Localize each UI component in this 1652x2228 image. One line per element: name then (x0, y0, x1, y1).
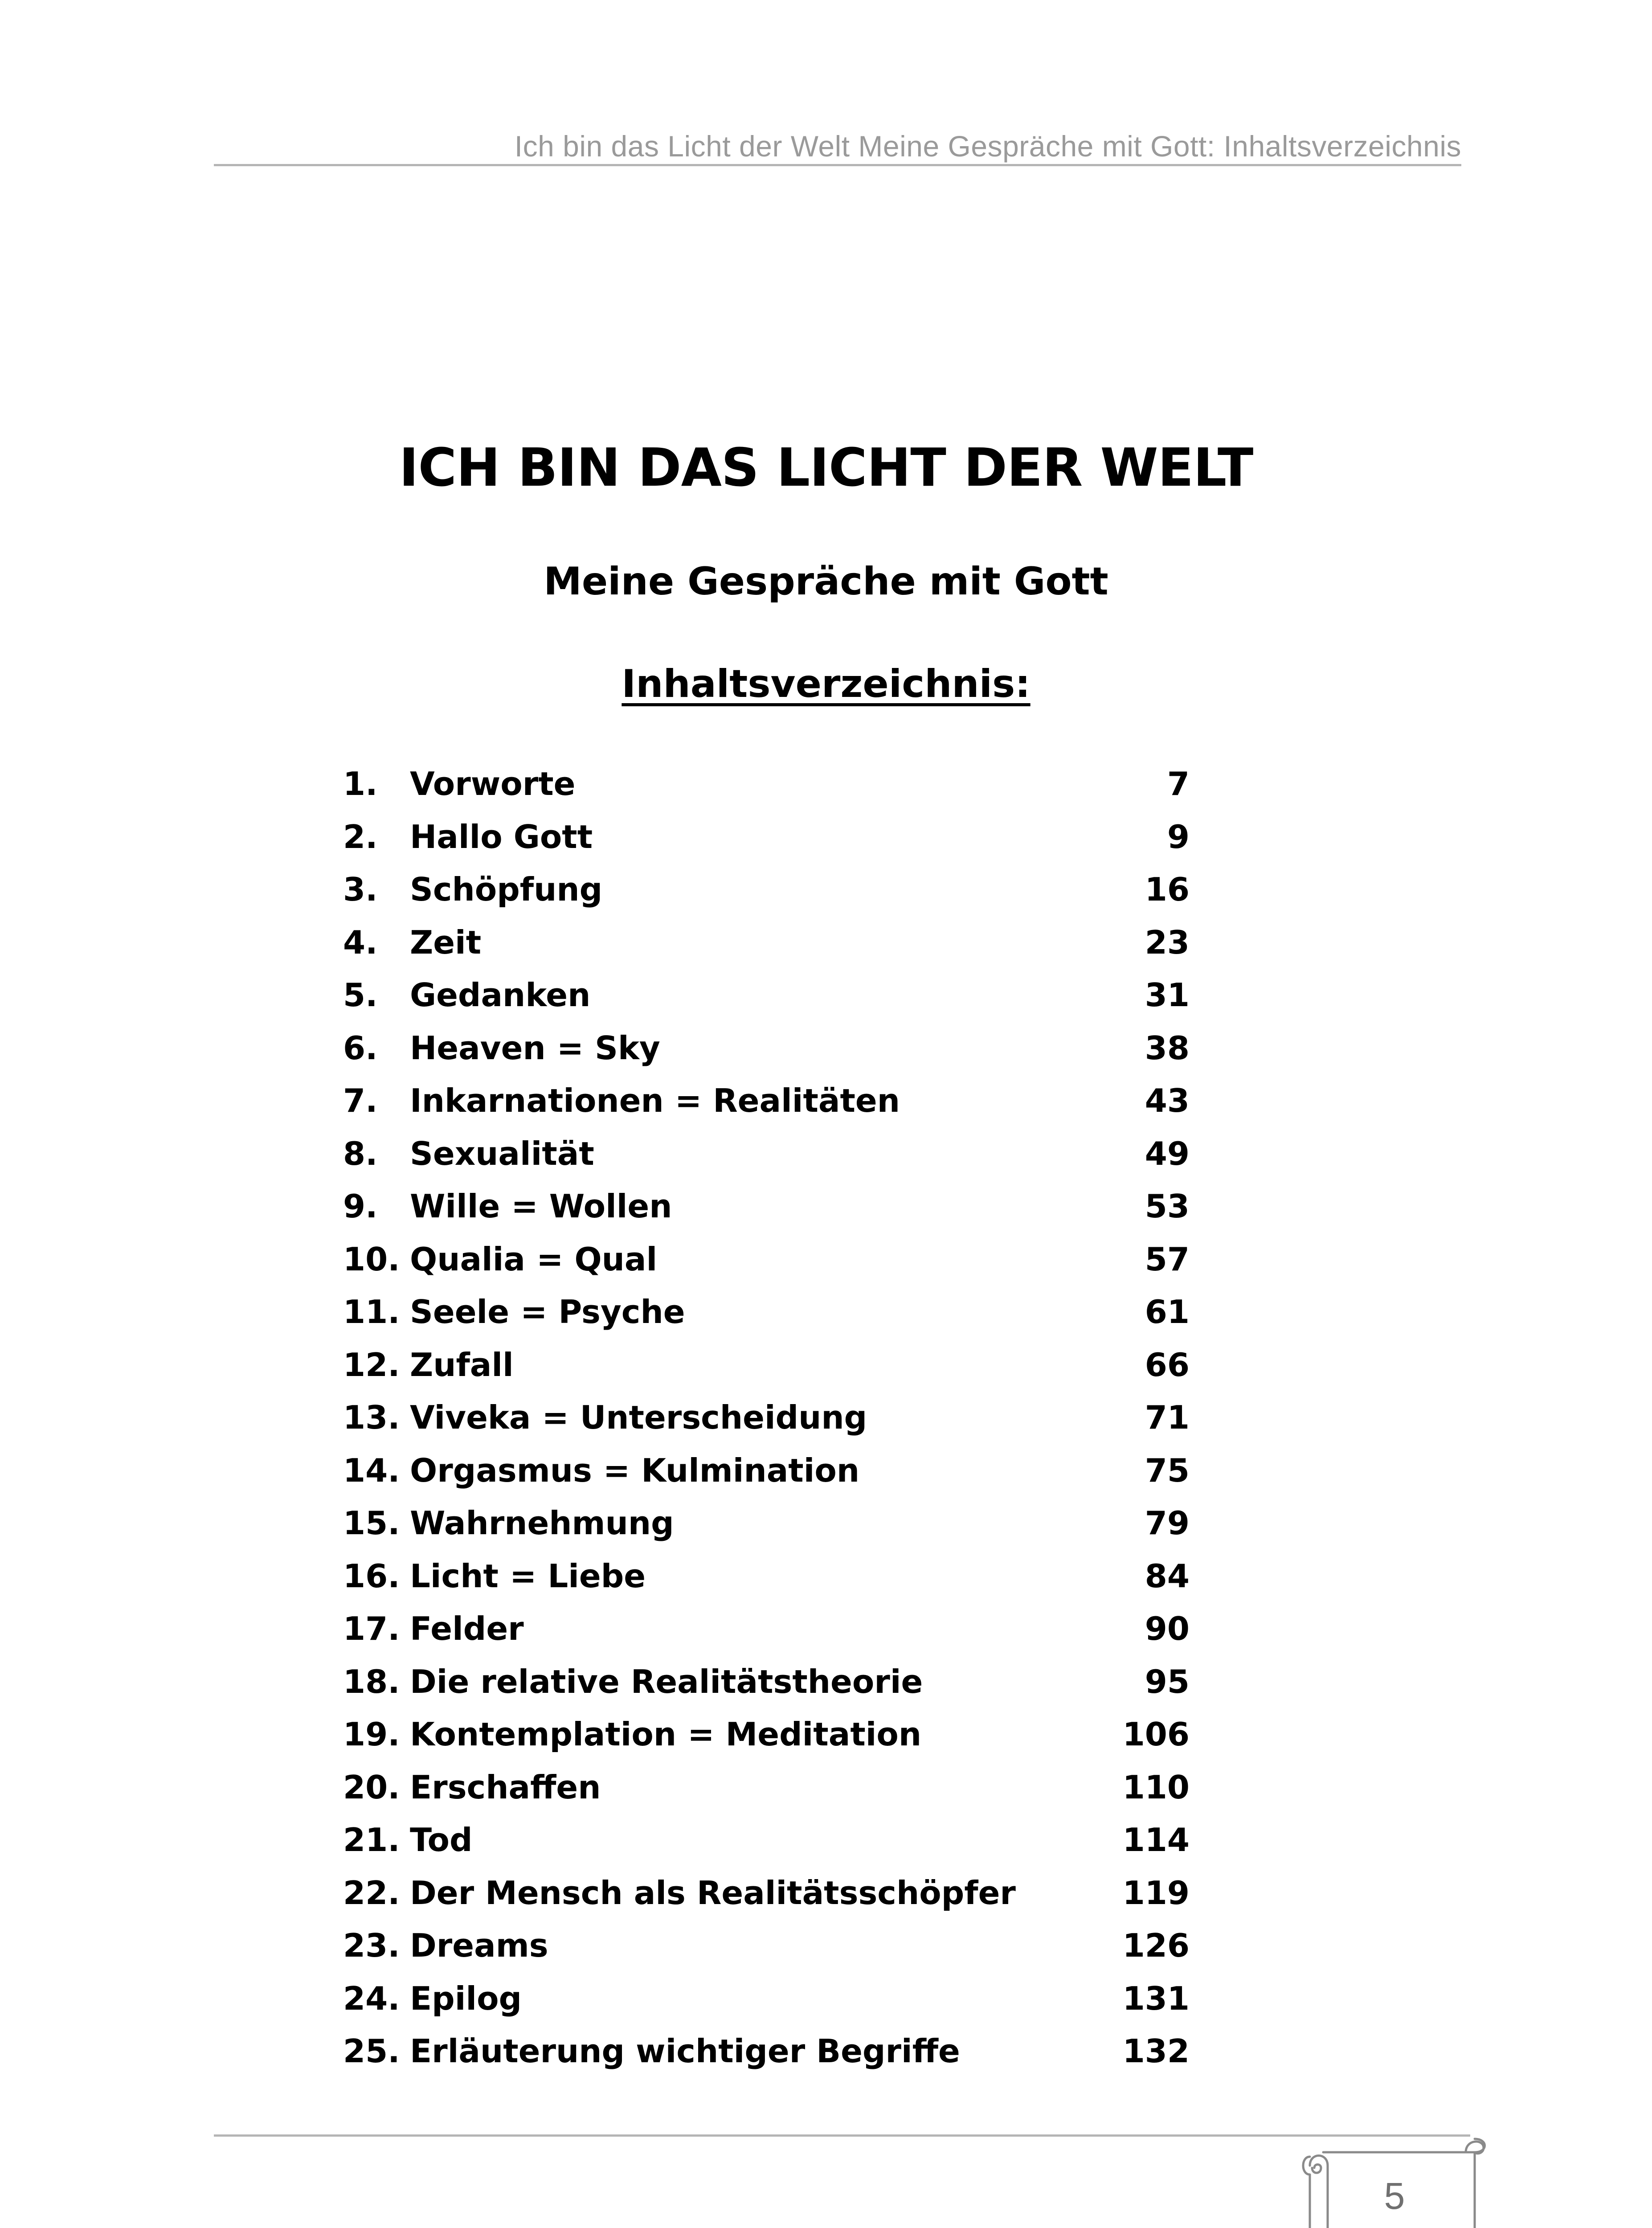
toc-entry-number: 20. (343, 1768, 400, 1806)
footer-divider (214, 2134, 1470, 2137)
page-title: ICH BIN DAS LICHT DER WELT (399, 437, 1253, 498)
toc-entry-number: 11. (343, 1293, 400, 1331)
toc-entry-page: 49 (1145, 1134, 1190, 1172)
toc-entry (343, 1022, 1190, 1075)
toc-entry-page: 95 (1145, 1663, 1190, 1700)
toc-entry-page: 71 (1145, 1399, 1190, 1436)
toc-entry-number: 17. (343, 1610, 400, 1647)
toc-entry-page: 66 (1145, 1346, 1190, 1384)
toc-entry (343, 1233, 1190, 1286)
toc-entry-title: Qualia = Qual (410, 1240, 658, 1278)
toc-entry-title: Vorworte (410, 765, 576, 803)
toc-entry-page: 114 (1122, 1821, 1190, 1859)
toc-entry-title: Inkarnationen = Realitäten (410, 1082, 900, 1119)
toc-entry-number: 24. (343, 1979, 400, 2017)
toc-entry-page: 38 (1145, 1029, 1190, 1067)
toc-entry (343, 1550, 1190, 1603)
toc-entry-page: 9 (1167, 818, 1190, 856)
toc-entry-page: 23 (1145, 923, 1190, 961)
toc-entry-page: 132 (1122, 2032, 1190, 2070)
toc-entry-page: 43 (1145, 1082, 1190, 1119)
toc-entry-title: Epilog (410, 1979, 522, 2017)
toc-entry-page: 119 (1122, 1874, 1190, 1912)
toc-entry (343, 1972, 1190, 2025)
toc-entry-page: 84 (1145, 1557, 1190, 1595)
toc-entry (343, 1761, 1190, 1814)
toc-entry (343, 969, 1190, 1022)
toc-entry-title: Tod (410, 1821, 473, 1859)
toc-heading-text: Inhaltsverzeichnis: (622, 662, 1030, 706)
toc-entry (343, 1655, 1190, 1708)
page-subtitle: Meine Gespräche mit Gott (544, 559, 1108, 604)
toc-entry-title: Erläuterung wichtiger Begriffe (410, 2032, 960, 2070)
toc-entry-title: Die relative Realitätstheorie (410, 1663, 923, 1700)
toc-entry-number: 3. (343, 871, 378, 908)
toc-entry (343, 1602, 1190, 1655)
toc-entry-number: 16. (343, 1557, 400, 1595)
toc-entry (343, 1391, 1190, 1444)
toc-entry-number: 14. (343, 1451, 400, 1489)
toc-entry (343, 863, 1190, 916)
page-number: 5 (1384, 2175, 1405, 2217)
toc-entry-number: 7. (343, 1082, 378, 1119)
toc-entry (343, 1444, 1190, 1497)
toc-entry-title: Zufall (410, 1346, 514, 1384)
toc-entry-page: 75 (1145, 1451, 1190, 1489)
toc-entry (343, 1814, 1190, 1867)
toc-entry-number: 15. (343, 1504, 400, 1542)
toc-entry-number: 6. (343, 1029, 378, 1067)
toc-entry (343, 1919, 1190, 1972)
toc-entry-page: 7 (1167, 765, 1190, 803)
toc-entry-page: 106 (1122, 1716, 1190, 1753)
toc-entry-title: Hallo Gott (410, 818, 593, 856)
toc-entry (343, 1497, 1190, 1550)
toc-entry-title: Schöpfung (410, 871, 603, 908)
toc-entry-title: Kontemplation = Meditation (410, 1716, 922, 1753)
toc-entry-title: Wille = Wollen (410, 1188, 672, 1225)
toc-entry-title: Zeit (410, 923, 482, 961)
running-header: Ich bin das Licht der Welt Meine Gespräche mit Gott: Inhaltsverzeichnis (514, 130, 1461, 163)
toc-entry (343, 1708, 1190, 1761)
toc-entry-page: 61 (1145, 1293, 1190, 1331)
toc-entry-number: 13. (343, 1399, 400, 1436)
toc-entry-page: 31 (1145, 976, 1190, 1014)
toc-heading (0, 662, 1652, 706)
toc-entry-number: 4. (343, 923, 378, 961)
toc-entry-title: Erschaffen (410, 1768, 601, 1806)
toc-entry (343, 1180, 1190, 1233)
toc-entry (343, 1339, 1190, 1392)
header-divider (214, 164, 1461, 166)
toc-entry-title: Sexualität (410, 1134, 594, 1172)
toc-entry-number: 5. (343, 976, 378, 1014)
toc-entry-title: Heaven = Sky (410, 1029, 660, 1067)
toc-entry-page: 53 (1145, 1188, 1190, 1225)
toc-entry-number: 23. (343, 1927, 400, 1964)
toc-entry-number: 19. (343, 1716, 400, 1753)
toc-entry-number: 18. (343, 1663, 400, 1700)
toc-entry-number: 22. (343, 1874, 400, 1912)
toc-entry (343, 1127, 1190, 1180)
toc-entry-number: 8. (343, 1134, 378, 1172)
table-of-contents (343, 758, 1190, 2078)
toc-entry (343, 2025, 1190, 2078)
toc-entry-number: 9. (343, 1188, 378, 1225)
toc-entry-page: 131 (1122, 1979, 1190, 2017)
toc-entry (343, 758, 1190, 811)
toc-entry-number: 2. (343, 818, 378, 856)
toc-entry (343, 916, 1190, 969)
toc-entry (343, 1867, 1190, 1920)
toc-entry-title: Orgasmus = Kulmination (410, 1451, 860, 1489)
toc-entry-title: Viveka = Unterscheidung (410, 1399, 867, 1436)
toc-entry-title: Licht = Liebe (410, 1557, 646, 1595)
toc-entry-title: Gedanken (410, 976, 591, 1014)
toc-entry-title: Felder (410, 1610, 524, 1647)
toc-entry-number: 25. (343, 2032, 400, 2070)
toc-entry-title: Wahrnehmung (410, 1504, 674, 1542)
toc-entry-page: 16 (1145, 871, 1190, 908)
toc-entry-title: Seele = Psyche (410, 1293, 685, 1331)
toc-entry-page: 90 (1145, 1610, 1190, 1647)
toc-entry (343, 1286, 1190, 1339)
toc-entry-number: 10. (343, 1240, 400, 1278)
toc-entry-page: 126 (1122, 1927, 1190, 1964)
toc-entry-title: Der Mensch als Realitätsschöpfer (410, 1874, 1016, 1912)
toc-entry (343, 1074, 1190, 1127)
toc-entry-number: 12. (343, 1346, 400, 1384)
toc-entry (343, 811, 1190, 864)
toc-entry-page: 57 (1145, 1240, 1190, 1278)
toc-entry-title: Dreams (410, 1927, 548, 1964)
toc-entry-page: 110 (1122, 1768, 1190, 1806)
toc-entry-number: 1. (343, 765, 378, 803)
toc-entry-number: 21. (343, 1821, 400, 1859)
toc-entry-page: 79 (1145, 1504, 1190, 1542)
